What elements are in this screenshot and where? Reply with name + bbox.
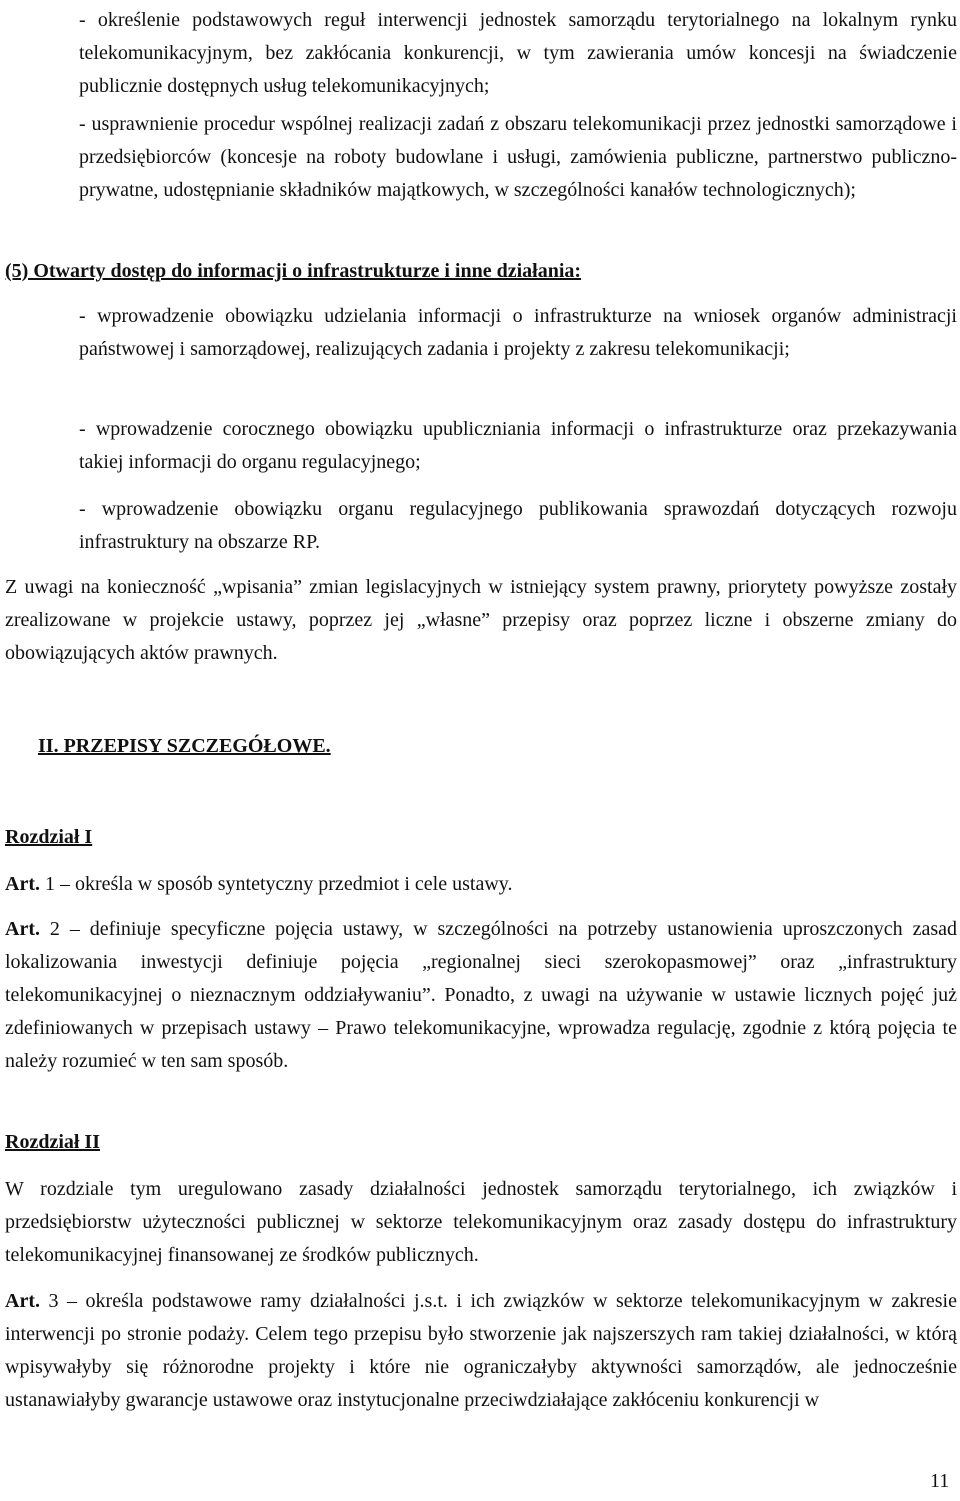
bullet-paragraph-1: - określenie podstawowych reguł interwencji jednostek samorządu terytorialnego na lokalnym rynku telekomunikacyjnym, bez zakłócania konkurencji, w tym zawierania umów koncesji na świadczenie publicznie dostępnych usług telekomunikacyjnych;	[79, 9, 957, 97]
article-1-paragraph	[5, 868, 957, 901]
page-number: 11	[930, 1470, 950, 1492]
bullet-paragraph-2: - usprawnienie procedur wspólnej realizacji zadań z obszaru telekomunikacji przez jednostki samorządowe i przedsiębiorców (koncesje na roboty budowlane i usługi, zamówienia publiczne, partnerstwo publiczno-prywatne, udostępnianie składników majątkowych, w szczególności kanałów technologicznych);	[79, 113, 957, 201]
summary-paragraph: Z uwagi na konieczność „wpisania” zmian legislacyjnych w istniejący system prawny, priorytety powyższe zostały zrealizowane w projekcie ustawy, poprzez jej „własne” przepisy oraz poprzez liczne i obszerne zmiany do obowiązujących aktów prawnych.	[5, 576, 957, 664]
bullet-paragraph-5: - wprowadzenie obowiązku organu regulacyjnego publikowania sprawozdań dotyczących rozwoju infrastruktury na obszarze RP.	[79, 498, 957, 553]
section-heading: II. PRZEPISY SZCZEGÓŁOWE.	[38, 735, 331, 757]
article-3-paragraph	[5, 1285, 957, 1417]
bullet-paragraph-4: - wprowadzenie corocznego obowiązku upubliczniania informacji o infrastrukturze oraz przekazywania takiej informacji do organu regulacyjnego;	[79, 418, 957, 473]
article-1-label: Art.	[5, 873, 40, 895]
article-3-label: Art.	[5, 1290, 40, 1312]
article-2-text: 2 – definiuje specyficzne pojęcia ustawy, w szczególności na potrzeby ustanowienia uproszczonych zasad lokalizowania inwestycji definiuje pojęcia „regionalnej sieci szerokopasmowej” oraz „infrastruktury telekomunikacyjnej o nieznacznym oddziaływaniu”. Ponadto, z uwagi na używanie w ustawie licznych pojęć już zdefiniowanych w przepisach ustawy – Prawo telekomunikacyjne, wprowadza regulację, zgodnie z którą pojęcia te należy rozumieć w ten sam sposób.	[5, 918, 957, 1072]
chapter-heading-2: Rozdział II	[5, 1131, 100, 1153]
article-2-paragraph	[5, 913, 957, 1078]
chapter-heading-1: Rozdział I	[5, 826, 93, 848]
chapter-2-paragraph: W rozdziale tym uregulowano zasady działalności jednostek samorządu terytorialnego, ich związków i przedsiębiorstw użyteczności publicznej w sektorze telekomunikacyjnym oraz zasady dostępu do infrastruktury telekomunikacyjnej finansowanej ze środków publicznych.	[5, 1178, 957, 1266]
article-3-text: 3 – określa podstawowe ramy działalności j.s.t. i ich związków w sektorze telekomunikacyjnym w zakresie interwencji po stronie podaży. Celem tego przepisu było stworzenie jak najszerszych ram takiej działalności, w którą wpisywałyby się różnorodne projekty i które nie ograniczałyby aktywności samorządów, ale jednocześnie ustanawiałyby gwarancje ustawowe oraz instytucjonalne przeciwdziałające zakłóceniu konkurencji w	[5, 1290, 957, 1411]
bullet-paragraph-3: - wprowadzenie obowiązku udzielania informacji o infrastrukturze na wniosek organów administracji państwowej i samorządowej, realizujących zadania i projekty z zakresu telekomunikacji;	[79, 305, 957, 360]
subsection-heading-5: (5) Otwarty dostęp do informacji o infrastrukturze i inne działania:	[5, 260, 582, 282]
article-1-text: 1 – określa w sposób syntetyczny przedmiot i cele ustawy.	[39, 873, 513, 895]
article-2-label: Art.	[5, 918, 40, 940]
